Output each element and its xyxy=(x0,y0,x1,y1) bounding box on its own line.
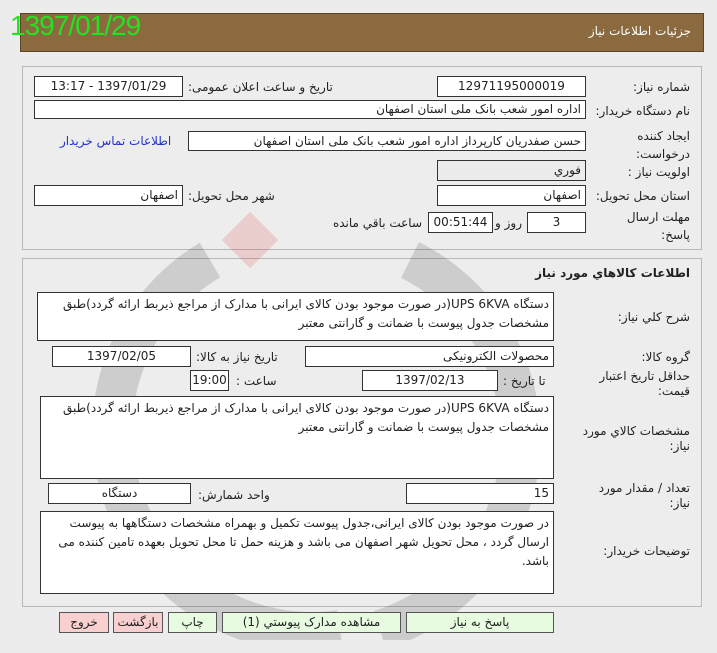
qty-field[interactable]: 15 xyxy=(406,483,554,504)
need-number-field[interactable]: 12971195000019 xyxy=(437,76,586,97)
desc-label: شرح کلي نياز: xyxy=(617,310,690,324)
attachments-button[interactable]: مشاهده مدارک پیوستي (1) xyxy=(222,612,401,633)
time-field[interactable]: 19:00 xyxy=(190,370,229,391)
print-button[interactable]: چاپ xyxy=(168,612,217,633)
notes-label: توضیحات خریدار: xyxy=(603,544,690,558)
exit-button[interactable]: خروج xyxy=(59,612,109,633)
validity-label: حداقل تاریخ اعتبار قیمت: xyxy=(599,369,690,398)
notes-textarea[interactable]: در صورت موجود بودن کالای ایرانی،جدول پیوست تکمیل و بهمراه مشخصات دستگاهها به پیوست ارسال گردد ، محل تحویل شهر اصفهان می باشد و هزینه حمل تا محل تحویل بعهده تامین کننده می باشد. xyxy=(40,511,554,594)
need-date-field[interactable]: 1397/02/05 xyxy=(52,346,191,367)
buyer-label: نام دستگاه خریدار: xyxy=(595,104,690,118)
province-label: استان محل تحویل: xyxy=(595,189,690,203)
desc-textarea[interactable]: دستگاه UPS 6KVA(در صورت موجود بودن کالای ایرانی با مدارک از مراجع ذیربط ارائه گردد)طبق مشخصات جدول پیوست با ضمانت و گارانتی معتبر xyxy=(37,292,554,341)
city-field[interactable]: اصفهان xyxy=(34,185,183,206)
unit-field[interactable]: دستگاه xyxy=(48,483,191,504)
days-suffix: روز و xyxy=(495,216,522,230)
buyer-contact-link[interactable]: اطلاعات تماس خریدار xyxy=(60,134,172,148)
reply-button[interactable]: پاسخ به نیاز xyxy=(406,612,554,633)
time-left-field[interactable]: 00:51:44 xyxy=(428,212,493,233)
qty-label: تعداد / مقدار مورد نیاز: xyxy=(598,481,690,510)
need-number-label: شماره نیاز: xyxy=(633,80,690,94)
spec-textarea[interactable]: دستگاه UPS 6KVA(در صورت موجود بودن کالای ایرانی با مدارک از مراجع ذیربط ارائه گردد)طبق مشخصات جدول پیوست با ضمانت و گارانتی معتبر xyxy=(40,396,554,479)
back-button[interactable]: بازگشت xyxy=(113,612,163,633)
group-field[interactable]: محصولات الکترونیکی xyxy=(305,346,554,367)
province-field[interactable]: اصفهان xyxy=(437,185,586,206)
group-label: گروه کالا: xyxy=(641,350,690,364)
time-left-suffix: ساعت باقي مانده xyxy=(332,216,422,230)
days-field[interactable]: 3 xyxy=(527,212,586,233)
priority-label: اولویت نیاز : xyxy=(627,165,690,179)
to-date-label: تا تاریخ : xyxy=(503,374,546,388)
time-label: ساعت : xyxy=(236,374,277,388)
creator-field[interactable]: حسن صفدریان کارپرداز اداره امور شعب بانک ملی استان اصفهان xyxy=(188,131,586,151)
buyer-field[interactable]: اداره امور شعب بانک ملی استان اصفهان xyxy=(34,100,586,119)
city-label: شهر محل تحویل: xyxy=(188,189,275,203)
announce-label: تاریخ و ساعت اعلان عمومی: xyxy=(188,80,333,94)
spec-label: مشخصات کالاي مورد نياز: xyxy=(582,424,690,453)
page-title: جزئیات اطلاعات نیاز xyxy=(588,24,691,38)
to-date-field[interactable]: 1397/02/13 xyxy=(362,370,498,391)
priority-field[interactable]: فوري xyxy=(437,160,586,181)
deadline-label: مهلت ارسال پاسخ: xyxy=(626,210,690,242)
announce-field[interactable]: 1397/01/29 - 13:17 xyxy=(34,76,183,97)
date-stamp: 1397/01/29 xyxy=(10,10,141,41)
goods-section-title: اطلاعات کالاهاي مورد نياز xyxy=(535,266,690,280)
need-date-label: تاریخ نیاز به کالا: xyxy=(196,350,278,364)
creator-label: ایجاد کننده درخواست: xyxy=(636,129,690,161)
unit-label: واحد شمارش: xyxy=(198,488,270,502)
